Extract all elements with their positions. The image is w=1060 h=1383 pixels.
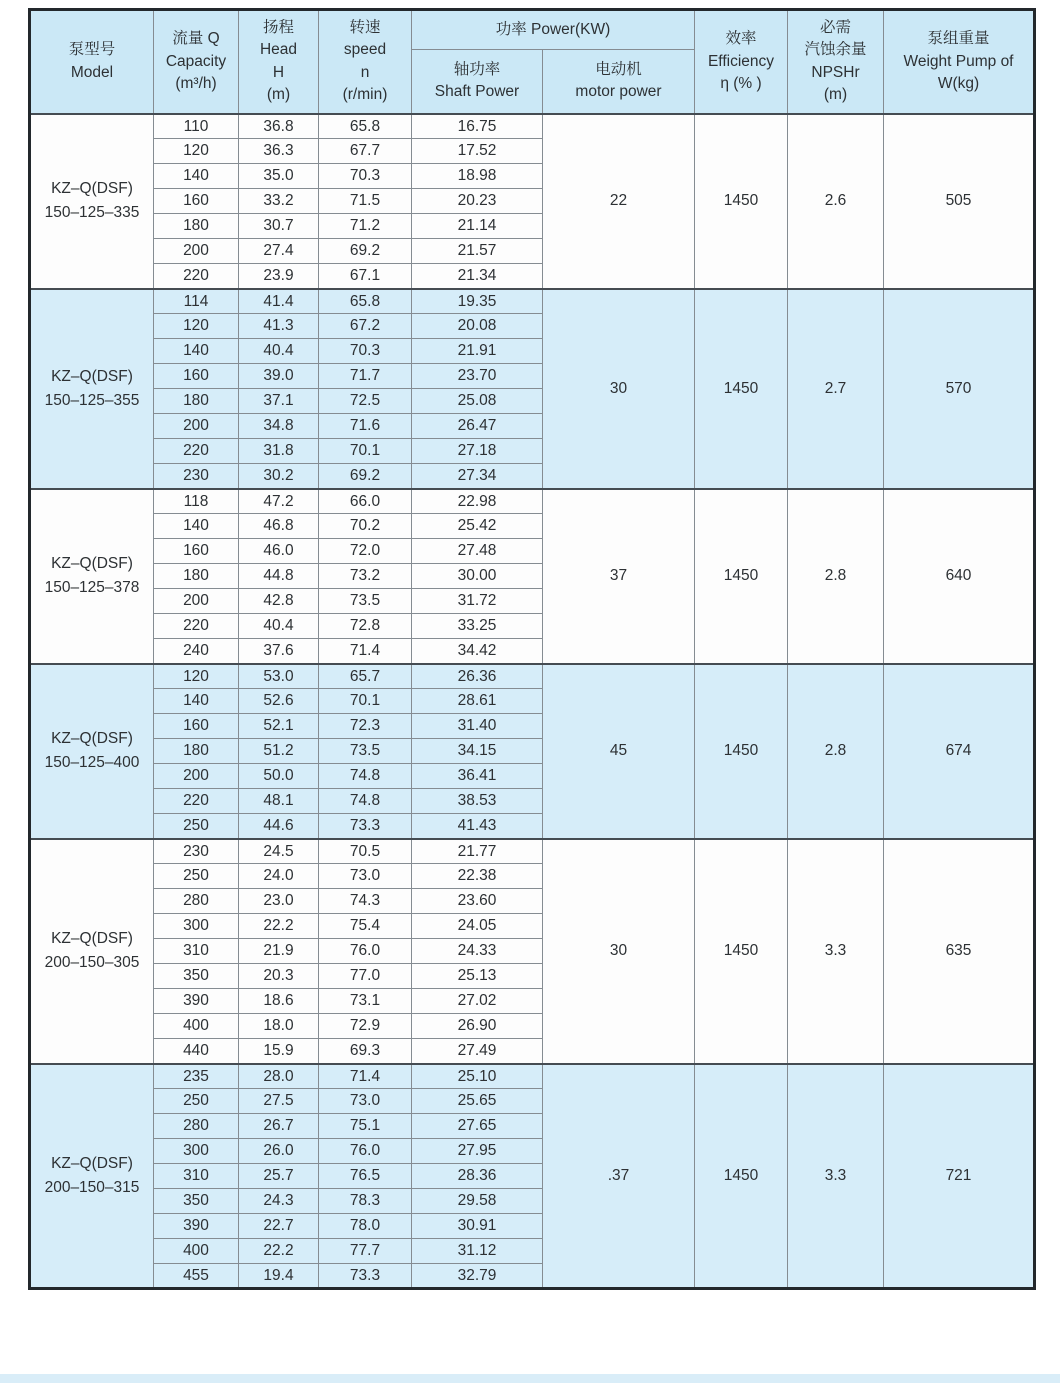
cell-efficiency: 1450: [695, 1064, 788, 1289]
cell-capacity: 160: [154, 364, 239, 389]
cell-shaft-power: 32.79: [412, 1264, 543, 1289]
header-shaft-power-en: Shaft Power: [434, 83, 520, 101]
cell-shaft-power: 34.15: [412, 739, 543, 764]
cell-head: 28.0: [239, 1064, 319, 1089]
table-row: [30, 289, 1035, 314]
cell-shaft-power: 20.23: [412, 189, 543, 214]
cell-speed: 77.7: [319, 1239, 412, 1264]
cell-npshr: 2.6: [788, 114, 884, 289]
header-motor-power-en: motor power: [575, 83, 662, 101]
cell-shaft-power: 21.91: [412, 339, 543, 364]
cell-capacity: 350: [154, 1189, 239, 1214]
cell-capacity: 220: [154, 614, 239, 639]
cell-capacity: 350: [154, 964, 239, 989]
header-speed-unit: (r/min): [342, 86, 388, 104]
cell-capacity: 220: [154, 439, 239, 464]
model-line: KZ–Q(DSF): [51, 1155, 133, 1173]
header-capacity: [154, 10, 239, 114]
cell-head: 48.1: [239, 789, 319, 814]
cell-head: 42.8: [239, 589, 319, 614]
cell-speed: 73.5: [319, 589, 412, 614]
cell-head: 25.7: [239, 1164, 319, 1189]
cell-capacity: 230: [154, 464, 239, 489]
cell-speed: 71.4: [319, 1064, 412, 1089]
header-motor-power: [543, 50, 695, 114]
header-model-en: Model: [70, 63, 114, 81]
header-efficiency: [695, 10, 788, 114]
cell-shaft-power: 27.48: [412, 539, 543, 564]
cell-head: 40.4: [239, 339, 319, 364]
header-efficiency-en: Efficiency: [707, 52, 775, 70]
cell-weight: 570: [884, 289, 1035, 489]
cell-head: 30.2: [239, 464, 319, 489]
cell-shaft-power: 26.47: [412, 414, 543, 439]
cell-npshr: 3.3: [788, 839, 884, 1064]
pump-spec-table: [28, 8, 1036, 1290]
header-speed: [319, 10, 412, 114]
cell-shaft-power: 24.33: [412, 939, 543, 964]
cell-speed: 75.1: [319, 1114, 412, 1139]
cell-shaft-power: 33.25: [412, 614, 543, 639]
header-capacity-cn: 流量 Q: [172, 30, 220, 48]
pump-spec-table-container: [28, 8, 1036, 1290]
cell-shaft-power: 31.40: [412, 714, 543, 739]
model-line: 150–125–378: [44, 579, 140, 597]
cell-head: 18.6: [239, 989, 319, 1014]
cell-head: 27.4: [239, 239, 319, 264]
cell-head: 39.0: [239, 364, 319, 389]
cell-shaft-power: 36.41: [412, 764, 543, 789]
cell-npshr: 2.8: [788, 489, 884, 664]
cell-head: 23.0: [239, 889, 319, 914]
cell-speed: 71.4: [319, 639, 412, 664]
header-head-cn: 扬程: [262, 19, 294, 36]
cell-capacity: 140: [154, 339, 239, 364]
cell-head: 30.7: [239, 214, 319, 239]
cell-capacity: 240: [154, 639, 239, 664]
cell-head: 46.8: [239, 514, 319, 539]
cell-head: 21.9: [239, 939, 319, 964]
cell-shaft-power: 26.36: [412, 664, 543, 689]
cell-model: [30, 289, 154, 489]
header-weight: [884, 10, 1035, 114]
cell-speed: 69.2: [319, 464, 412, 489]
cell-speed: 75.4: [319, 914, 412, 939]
cell-weight: 635: [884, 839, 1035, 1064]
cell-shaft-power: 25.10: [412, 1064, 543, 1089]
cell-shaft-power: 30.00: [412, 564, 543, 589]
cell-capacity: 180: [154, 564, 239, 589]
cell-efficiency: 1450: [695, 289, 788, 489]
cell-capacity: 250: [154, 814, 239, 839]
cell-capacity: 200: [154, 764, 239, 789]
cell-motor-power: 30: [543, 839, 695, 1064]
model-line: KZ–Q(DSF): [51, 730, 133, 748]
table-row: [30, 1064, 1035, 1089]
cell-speed: 78.3: [319, 1189, 412, 1214]
cell-capacity: 400: [154, 1239, 239, 1264]
cell-shaft-power: 28.36: [412, 1164, 543, 1189]
model-line: KZ–Q(DSF): [51, 180, 133, 198]
cell-shaft-power: 19.35: [412, 289, 543, 314]
cell-capacity: 390: [154, 989, 239, 1014]
cell-head: 26.0: [239, 1139, 319, 1164]
cell-shaft-power: 27.95: [412, 1139, 543, 1164]
cell-head: 22.2: [239, 914, 319, 939]
cell-shaft-power: 25.42: [412, 514, 543, 539]
cell-speed: 65.7: [319, 664, 412, 689]
cell-speed: 73.2: [319, 564, 412, 589]
cell-head: 20.3: [239, 964, 319, 989]
cell-shaft-power: 23.60: [412, 889, 543, 914]
header-weight-en: Weight Pump of: [903, 52, 1014, 70]
cell-speed: 65.8: [319, 114, 412, 139]
cell-model: [30, 839, 154, 1064]
cell-shaft-power: 29.58: [412, 1189, 543, 1214]
cell-speed: 73.3: [319, 1264, 412, 1289]
header-power-group-label: 功率 Power(KW): [495, 20, 611, 38]
header-head: [239, 10, 319, 114]
cell-speed: 72.3: [319, 714, 412, 739]
cell-speed: 74.8: [319, 764, 412, 789]
cell-speed: 73.1: [319, 989, 412, 1014]
cell-head: 19.4: [239, 1264, 319, 1289]
cell-weight: 505: [884, 114, 1035, 289]
header-shaft-power: [412, 50, 543, 114]
cell-capacity: 200: [154, 414, 239, 439]
cell-head: 47.2: [239, 489, 319, 514]
header-capacity-unit: (m³/h): [175, 75, 217, 93]
cell-speed: 76.5: [319, 1164, 412, 1189]
cell-speed: 69.3: [319, 1039, 412, 1064]
cell-head: 33.2: [239, 189, 319, 214]
cell-model: [30, 664, 154, 839]
cell-head: 24.0: [239, 864, 319, 889]
cell-model: [30, 489, 154, 664]
header-efficiency-unit: η (% ): [720, 75, 762, 93]
cell-capacity: 440: [154, 1039, 239, 1064]
cell-npshr: 2.7: [788, 289, 884, 489]
cell-shaft-power: 24.05: [412, 914, 543, 939]
cell-shaft-power: 25.13: [412, 964, 543, 989]
header-head-unit: (m): [266, 86, 291, 104]
cell-head: 36.8: [239, 114, 319, 139]
cell-capacity: 400: [154, 1014, 239, 1039]
page-bottom-strip: [0, 1374, 1060, 1383]
cell-shaft-power: 18.98: [412, 164, 543, 189]
cell-shaft-power: 30.91: [412, 1214, 543, 1239]
header-speed-symbol: n: [360, 63, 370, 81]
cell-shaft-power: 27.34: [412, 464, 543, 489]
cell-capacity: 120: [154, 139, 239, 164]
cell-shaft-power: 25.65: [412, 1089, 543, 1114]
table-row: [30, 489, 1035, 514]
cell-head: 50.0: [239, 764, 319, 789]
cell-shaft-power: 22.38: [412, 864, 543, 889]
header-power-group: [412, 10, 695, 50]
cell-shaft-power: 17.52: [412, 139, 543, 164]
cell-head: 24.3: [239, 1189, 319, 1214]
cell-head: 22.7: [239, 1214, 319, 1239]
cell-speed: 73.5: [319, 739, 412, 764]
cell-capacity: 310: [154, 939, 239, 964]
cell-capacity: 140: [154, 164, 239, 189]
cell-capacity: 250: [154, 864, 239, 889]
cell-capacity: 114: [154, 289, 239, 314]
cell-head: 37.1: [239, 389, 319, 414]
cell-motor-power: .37: [543, 1064, 695, 1289]
header-npshr-en: NPSHr: [811, 63, 860, 81]
cell-shaft-power: 21.77: [412, 839, 543, 864]
header-model: [30, 10, 154, 114]
cell-speed: 72.9: [319, 1014, 412, 1039]
cell-head: 31.8: [239, 439, 319, 464]
cell-head: 46.0: [239, 539, 319, 564]
cell-head: 52.6: [239, 689, 319, 714]
header-speed-en: speed: [343, 41, 387, 59]
cell-head: 41.3: [239, 314, 319, 339]
cell-model: [30, 1064, 154, 1289]
cell-speed: 73.3: [319, 814, 412, 839]
cell-shaft-power: 34.42: [412, 639, 543, 664]
header-weight-unit: W(kg): [937, 75, 980, 93]
cell-capacity: 160: [154, 189, 239, 214]
cell-motor-power: 30: [543, 289, 695, 489]
cell-capacity: 235: [154, 1064, 239, 1089]
cell-capacity: 220: [154, 264, 239, 289]
cell-capacity: 160: [154, 539, 239, 564]
cell-weight: 640: [884, 489, 1035, 664]
table-row: [30, 664, 1035, 689]
cell-capacity: 230: [154, 839, 239, 864]
cell-speed: 74.8: [319, 789, 412, 814]
cell-speed: 71.5: [319, 189, 412, 214]
cell-efficiency: 1450: [695, 489, 788, 664]
cell-model: [30, 114, 154, 289]
cell-speed: 67.1: [319, 264, 412, 289]
cell-head: 15.9: [239, 1039, 319, 1064]
table-row: [30, 114, 1035, 139]
cell-capacity: 280: [154, 1114, 239, 1139]
cell-head: 40.4: [239, 614, 319, 639]
header-head-en: Head: [259, 41, 298, 59]
cell-shaft-power: 16.75: [412, 114, 543, 139]
model-line: 200–150–315: [44, 1179, 140, 1197]
model-line: 150–125–400: [44, 754, 140, 772]
cell-capacity: 390: [154, 1214, 239, 1239]
cell-speed: 71.6: [319, 414, 412, 439]
cell-speed: 70.5: [319, 839, 412, 864]
cell-shaft-power: 26.90: [412, 1014, 543, 1039]
cell-shaft-power: 21.14: [412, 214, 543, 239]
cell-shaft-power: 31.72: [412, 589, 543, 614]
cell-weight: 674: [884, 664, 1035, 839]
cell-speed: 70.2: [319, 514, 412, 539]
cell-shaft-power: 22.98: [412, 489, 543, 514]
header-weight-cn: 泵组重量: [927, 30, 990, 48]
model-line: KZ–Q(DSF): [51, 367, 133, 385]
cell-speed: 77.0: [319, 964, 412, 989]
cell-head: 53.0: [239, 664, 319, 689]
cell-capacity: 180: [154, 389, 239, 414]
cell-motor-power: 45: [543, 664, 695, 839]
cell-capacity: 300: [154, 914, 239, 939]
cell-speed: 72.5: [319, 389, 412, 414]
cell-shaft-power: 23.70: [412, 364, 543, 389]
cell-speed: 76.0: [319, 939, 412, 964]
cell-shaft-power: 27.02: [412, 989, 543, 1014]
header-npshr-cn1: 必需: [819, 19, 851, 36]
header-head-symbol: H: [272, 63, 285, 81]
cell-head: 41.4: [239, 289, 319, 314]
cell-motor-power: 22: [543, 114, 695, 289]
cell-shaft-power: 27.49: [412, 1039, 543, 1064]
pump-table-body: [30, 114, 1035, 1289]
cell-speed: 69.2: [319, 239, 412, 264]
cell-speed: 73.0: [319, 864, 412, 889]
cell-speed: 71.7: [319, 364, 412, 389]
cell-speed: 71.2: [319, 214, 412, 239]
cell-speed: 65.8: [319, 289, 412, 314]
cell-shaft-power: 31.12: [412, 1239, 543, 1264]
cell-shaft-power: 21.34: [412, 264, 543, 289]
cell-head: 23.9: [239, 264, 319, 289]
cell-shaft-power: 27.65: [412, 1114, 543, 1139]
cell-capacity: 280: [154, 889, 239, 914]
cell-capacity: 455: [154, 1264, 239, 1289]
cell-shaft-power: 28.61: [412, 689, 543, 714]
cell-shaft-power: 21.57: [412, 239, 543, 264]
cell-capacity: 200: [154, 589, 239, 614]
cell-speed: 70.1: [319, 689, 412, 714]
cell-head: 37.6: [239, 639, 319, 664]
cell-capacity: 110: [154, 114, 239, 139]
header-npshr: [788, 10, 884, 114]
table-header: [30, 10, 1035, 114]
cell-shaft-power: 41.43: [412, 814, 543, 839]
cell-speed: 70.3: [319, 164, 412, 189]
cell-speed: 72.8: [319, 614, 412, 639]
header-speed-cn: 转速: [349, 19, 381, 36]
cell-capacity: 120: [154, 664, 239, 689]
cell-capacity: 200: [154, 239, 239, 264]
cell-head: 36.3: [239, 139, 319, 164]
cell-efficiency: 1450: [695, 114, 788, 289]
header-npshr-cn2: 汽蚀余量: [804, 41, 867, 59]
cell-head: 44.6: [239, 814, 319, 839]
cell-capacity: 180: [154, 214, 239, 239]
model-line: KZ–Q(DSF): [51, 930, 133, 948]
cell-speed: 73.0: [319, 1089, 412, 1114]
cell-shaft-power: 25.08: [412, 389, 543, 414]
cell-capacity: 118: [154, 489, 239, 514]
cell-efficiency: 1450: [695, 839, 788, 1064]
header-capacity-en: Capacity: [165, 52, 227, 70]
header-row-1: [30, 10, 1035, 50]
cell-head: 35.0: [239, 164, 319, 189]
cell-head: 51.2: [239, 739, 319, 764]
header-efficiency-cn: 效率: [725, 30, 757, 48]
cell-head: 44.8: [239, 564, 319, 589]
cell-npshr: 3.3: [788, 1064, 884, 1289]
cell-capacity: 160: [154, 714, 239, 739]
cell-capacity: 180: [154, 739, 239, 764]
cell-efficiency: 1450: [695, 664, 788, 839]
cell-head: 27.5: [239, 1089, 319, 1114]
cell-speed: 74.3: [319, 889, 412, 914]
model-line: 150–125–335: [44, 204, 140, 222]
cell-shaft-power: 20.08: [412, 314, 543, 339]
cell-speed: 67.7: [319, 139, 412, 164]
cell-head: 26.7: [239, 1114, 319, 1139]
table-row: [30, 839, 1035, 864]
header-model-cn: 泵型号: [68, 41, 116, 59]
cell-shaft-power: 27.18: [412, 439, 543, 464]
cell-capacity: 300: [154, 1139, 239, 1164]
cell-speed: 67.2: [319, 314, 412, 339]
cell-head: 34.8: [239, 414, 319, 439]
cell-head: 18.0: [239, 1014, 319, 1039]
cell-motor-power: 37: [543, 489, 695, 664]
cell-speed: 72.0: [319, 539, 412, 564]
cell-capacity: 250: [154, 1089, 239, 1114]
cell-head: 22.2: [239, 1239, 319, 1264]
header-npshr-unit: (m): [823, 86, 848, 104]
header-shaft-power-cn: 轴功率: [453, 61, 501, 79]
cell-weight: 721: [884, 1064, 1035, 1289]
model-line: KZ–Q(DSF): [51, 555, 133, 573]
cell-head: 52.1: [239, 714, 319, 739]
cell-speed: 70.1: [319, 439, 412, 464]
header-motor-power-cn: 电动机: [595, 61, 642, 79]
cell-speed: 66.0: [319, 489, 412, 514]
cell-capacity: 120: [154, 314, 239, 339]
cell-capacity: 310: [154, 1164, 239, 1189]
cell-npshr: 2.8: [788, 664, 884, 839]
cell-speed: 70.3: [319, 339, 412, 364]
model-line: 200–150–305: [44, 954, 140, 972]
cell-capacity: 140: [154, 514, 239, 539]
model-line: 150–125–355: [44, 391, 140, 409]
cell-head: 24.5: [239, 839, 319, 864]
cell-shaft-power: 38.53: [412, 789, 543, 814]
cell-speed: 76.0: [319, 1139, 412, 1164]
cell-capacity: 140: [154, 689, 239, 714]
cell-speed: 78.0: [319, 1214, 412, 1239]
cell-capacity: 220: [154, 789, 239, 814]
